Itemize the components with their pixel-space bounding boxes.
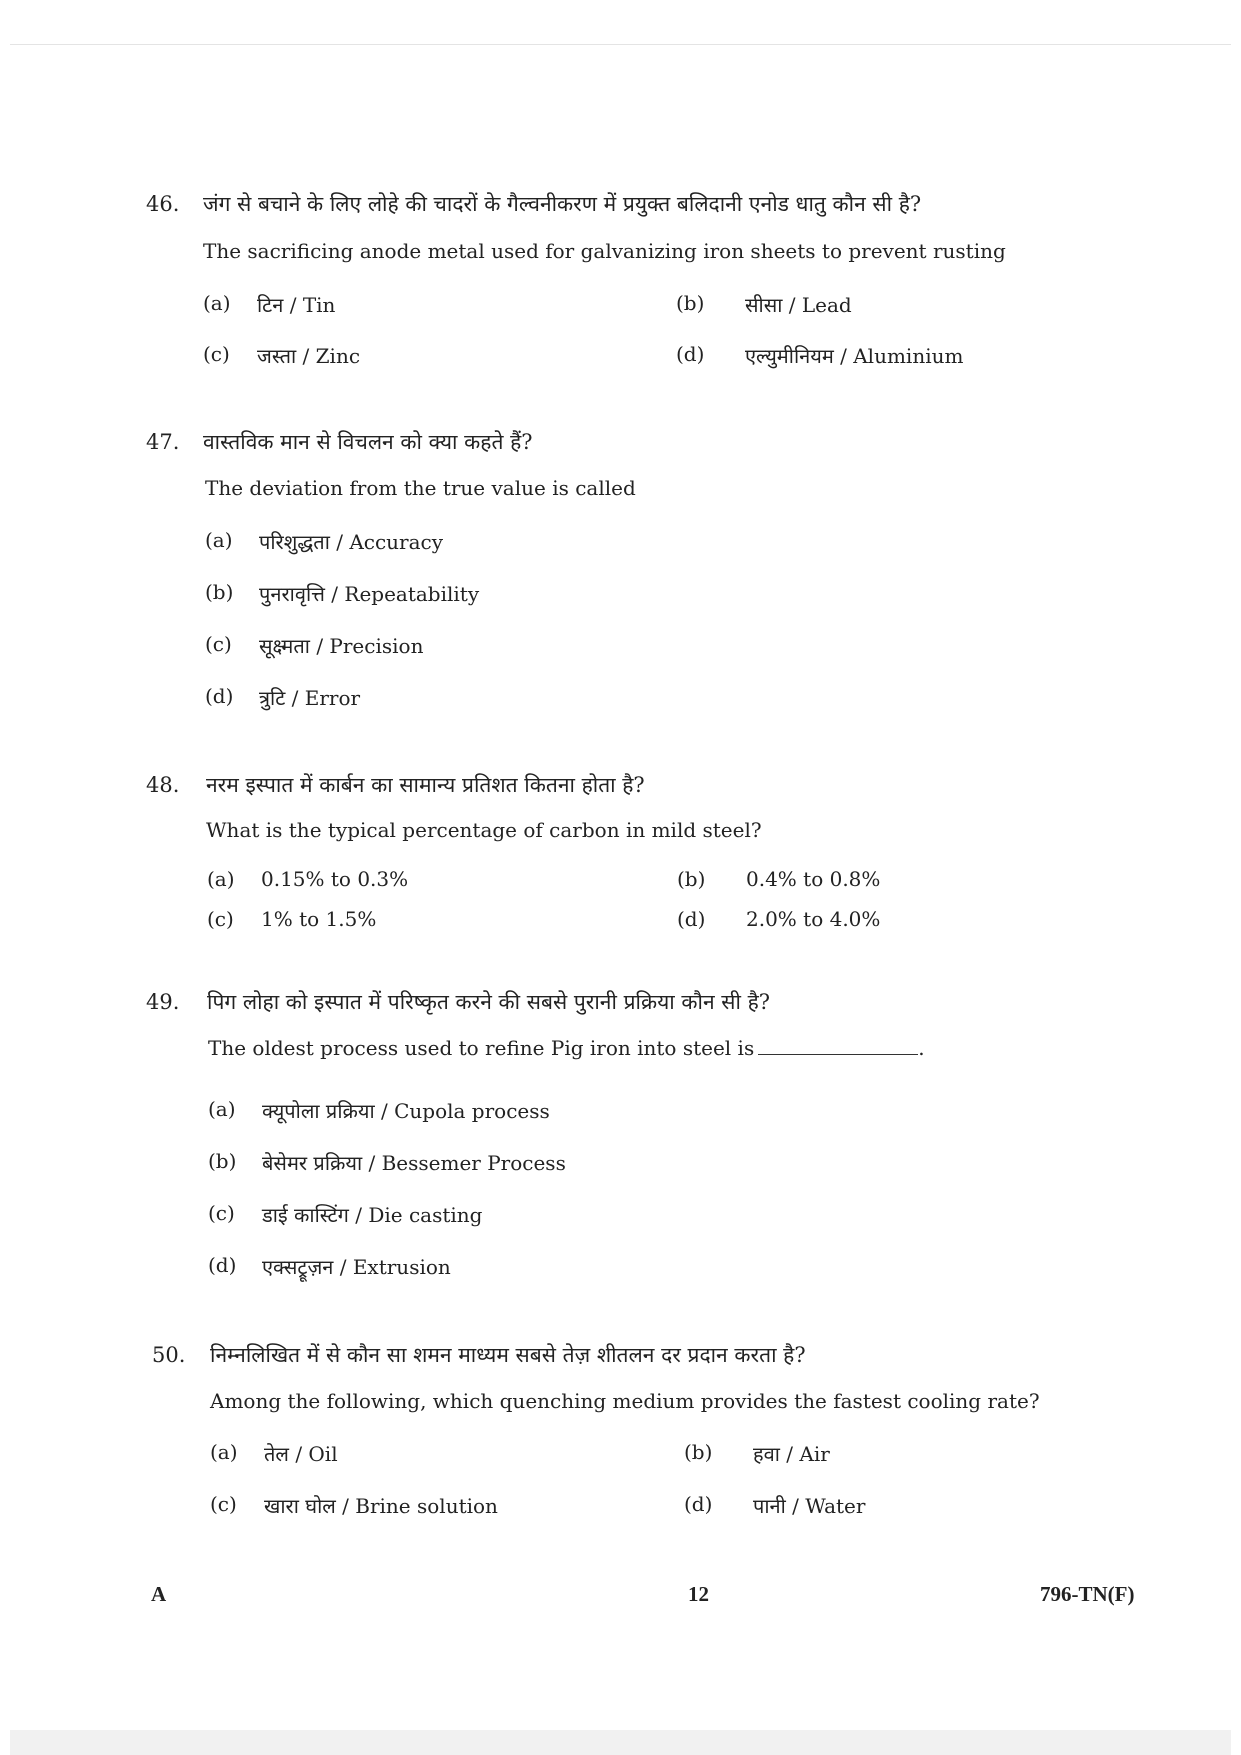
top-rule [10,44,1231,45]
option-c[interactable]: (c) 1% to 1.5% [207,907,377,931]
question-english: The sacrificing anode metal used for galvanizing iron sheets to prevent rusting [203,239,1006,263]
paper-code: 796-TN(F) [1040,1582,1135,1606]
option-c[interactable]: (c) जस्ता / Zinc [203,342,361,368]
option-b[interactable]: (b) हवा / Air [684,1440,830,1466]
question-english: What is the typical percentage of carbon in mild steel? [206,818,762,842]
option-c[interactable]: (c) सूक्ष्मता / Precision [205,632,424,658]
question-english: The deviation from the true value is called [205,476,636,500]
question-hindi: निम्नलिखित में से कौन सा शमन माध्यम सबसे तेज़ शीतलन दर प्रदान करता है? [210,1343,806,1367]
question-number: 46. [146,192,180,216]
option-d[interactable]: (d) एल्युमीनियम / Aluminium [676,342,964,368]
option-a[interactable]: (a) टिन / Tin [203,291,336,317]
option-d[interactable]: (d) एक्सट्रूज़न / Extrusion [208,1253,451,1279]
option-a[interactable]: (a) 0.15% to 0.3% [207,867,409,891]
question-hindi: नरम इस्पात में कार्बन का सामान्य प्रतिशत कितना होता है? [206,773,645,797]
option-b[interactable]: (b) सीसा / Lead [676,291,852,317]
option-a[interactable]: (a) तेल / Oil [210,1440,338,1466]
option-d[interactable]: (d) पानी / Water [684,1492,866,1518]
bottom-band [10,1730,1231,1755]
answer-blank [758,1054,918,1055]
option-d[interactable]: (d) 2.0% to 4.0% [677,907,881,931]
question-number: 50. [152,1343,186,1367]
question-hindi: पिग लोहा को इस्पात में परिष्कृत करने की सबसे पुरानी प्रक्रिया कौन सी है? [207,990,770,1014]
question-number: 47. [146,430,180,454]
option-b[interactable]: (b) पुनरावृत्ति / Repeatability [205,580,480,606]
question-hindi: जंग से बचाने के लिए लोहे की चादरों के गैल्वनीकरण में प्रयुक्त बलिदानी एनोड धातु कौन सी है? [203,192,922,216]
option-c[interactable]: (c) खारा घोल / Brine solution [210,1492,498,1518]
question-hindi: वास्तविक मान से विचलन को क्या कहते हैं? [203,430,533,454]
page-number: 12 [688,1582,709,1606]
option-d[interactable]: (d) त्रुटि / Error [205,684,361,710]
option-b[interactable]: (b) 0.4% to 0.8% [677,867,881,891]
question-english: Among the following, which quenching medium provides the fastest cooling rate? [210,1389,1040,1413]
question-number: 48. [146,773,180,797]
option-a[interactable]: (a) परिशुद्धता / Accuracy [205,528,444,554]
question-number: 49. [146,990,180,1014]
option-c[interactable]: (c) डाई कास्टिंग / Die casting [208,1201,483,1227]
set-label: A [151,1582,167,1606]
question-english: The oldest process used to refine Pig iron into steel is . [208,1036,925,1060]
option-a[interactable]: (a) क्यूपोला प्रक्रिया / Cupola process [208,1097,550,1123]
option-b[interactable]: (b) बेसेमर प्रक्रिया / Bessemer Process [208,1149,566,1175]
